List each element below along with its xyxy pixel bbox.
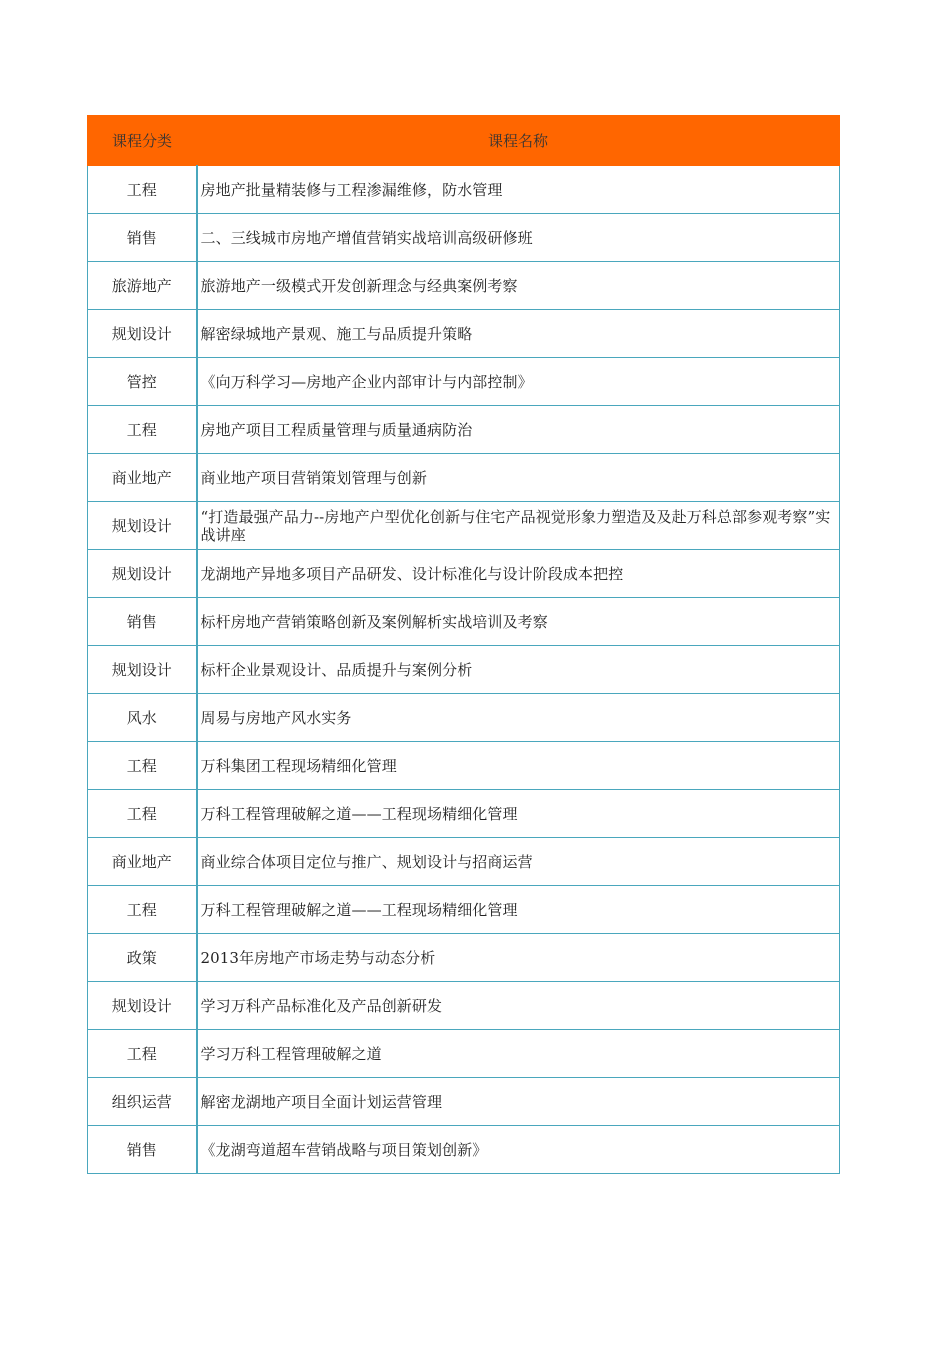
table-row [88,742,840,790]
category-cell: 工程 [88,1030,197,1078]
table-row [88,934,840,982]
category-cell: 商业地产 [88,838,197,886]
category-cell: 工程 [88,790,197,838]
course-name-cell: 2013年房地产市场走势与动态分析 [197,934,840,982]
table-row [88,262,840,310]
category-cell: 旅游地产 [88,262,197,310]
header-course-name: 课程名称 [197,116,840,166]
table-row [88,502,840,550]
category-cell: 销售 [88,214,197,262]
table-row [88,1030,840,1078]
category-cell: 政策 [88,934,197,982]
table-row [88,694,840,742]
table-row [88,214,840,262]
course-name-cell: 房地产批量精装修与工程渗漏维修，防水管理 [197,166,840,214]
course-name-cell: 《向万科学习—房地产企业内部审计与内部控制》 [197,358,840,406]
course-name-cell: 解密绿城地产景观、施工与品质提升策略 [197,310,840,358]
category-cell: 规划设计 [88,310,197,358]
category-cell: 规划设计 [88,646,197,694]
category-cell: 商业地产 [88,454,197,502]
category-cell: 销售 [88,598,197,646]
course-name-cell: 商业综合体项目定位与推广、规划设计与招商运营 [197,838,840,886]
course-name-cell: 标杆企业景观设计、品质提升与案例分析 [197,646,840,694]
course-name-cell: 二、三线城市房地产增值营销实战培训高级研修班 [197,214,840,262]
table-row [88,166,840,214]
category-cell: 工程 [88,742,197,790]
table-row [88,358,840,406]
course-name-cell: 《龙湖弯道超车营销战略与项目策划创新》 [197,1126,840,1174]
table-header-row [88,116,840,166]
table-row [88,886,840,934]
category-cell: 组织运营 [88,1078,197,1126]
course-name-cell: “打造最强产品力--房地产户型优化创新与住宅产品视觉形象力塑造及及赴万科总部参观考察”实战讲座 [197,502,840,550]
course-name-cell: 旅游地产一级模式开发创新理念与经典案例考察 [197,262,840,310]
course-name-cell: 学习万科工程管理破解之道 [197,1030,840,1078]
course-name-cell: 龙湖地产异地多项目产品研发、设计标准化与设计阶段成本把控 [197,550,840,598]
table-row [88,790,840,838]
course-name-cell: 解密龙湖地产项目全面计划运营管理 [197,1078,840,1126]
category-cell: 工程 [88,406,197,454]
header-category: 课程分类 [88,116,197,166]
course-name-cell: 周易与房地产风水实务 [197,694,840,742]
course-table [87,115,840,1174]
table-row [88,310,840,358]
category-cell: 规划设计 [88,550,197,598]
table-row [88,646,840,694]
table-row [88,550,840,598]
course-name-cell: 标杆房地产营销策略创新及案例解析实战培训及考察 [197,598,840,646]
course-name-cell: 万科集团工程现场精细化管理 [197,742,840,790]
table-row [88,1126,840,1174]
category-cell: 工程 [88,886,197,934]
course-name-cell: 房地产项目工程质量管理与质量通病防治 [197,406,840,454]
category-cell: 销售 [88,1126,197,1174]
category-cell: 工程 [88,166,197,214]
course-name-cell: 万科工程管理破解之道——工程现场精细化管理 [197,790,840,838]
category-cell: 规划设计 [88,502,197,550]
table-row [88,838,840,886]
table-row [88,982,840,1030]
table-row [88,454,840,502]
course-name-cell: 学习万科产品标准化及产品创新研发 [197,982,840,1030]
table-body [88,166,840,1174]
table-row [88,1078,840,1126]
category-cell: 风水 [88,694,197,742]
course-name-cell: 万科工程管理破解之道——工程现场精细化管理 [197,886,840,934]
table-row [88,406,840,454]
table-row [88,598,840,646]
category-cell: 规划设计 [88,982,197,1030]
course-name-cell: 商业地产项目营销策划管理与创新 [197,454,840,502]
category-cell: 管控 [88,358,197,406]
